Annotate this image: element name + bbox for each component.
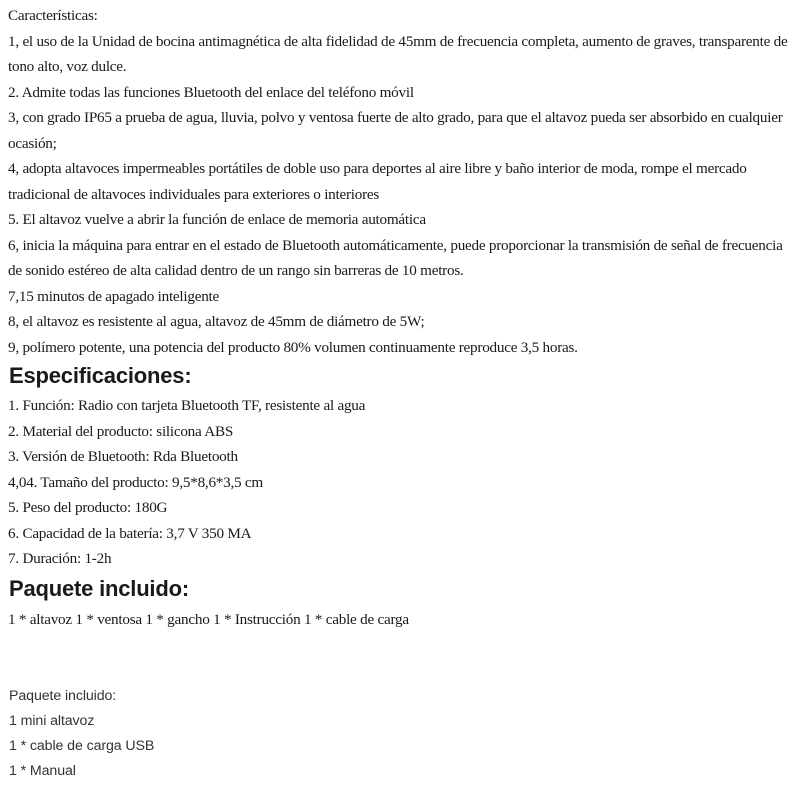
package-extra-section	[9, 684, 154, 784]
package-extra-title: Paquete incluido:	[9, 688, 117, 704]
feature-item-7: 7,15 minutos de apagado inteligente	[8, 287, 219, 305]
feature-item-2: 2. Admite todas las funciones Bluetooth del enlace del teléfono móvil	[8, 83, 414, 101]
spec-item-6: 6. Capacidad de la batería: 3,7 V 350 MA	[8, 524, 252, 542]
spec-item-1: 1. Función: Radio con tarjeta Bluetooth TF, resistente al agua	[8, 397, 366, 414]
package-extra-item-3: 1 * Manual	[9, 763, 76, 779]
specifications-heading: Especificaciones:	[9, 363, 192, 388]
feature-item-1: 1, el uso de la Unidad de bocina antimagnética de alta fidelidad de 45mm de frecuencia completa, aumento de graves, transparente de tono alto, voz dulce.	[8, 32, 788, 75]
spec-item-7: 7. Duración: 1-2h	[8, 550, 112, 567]
features-title: Características:	[8, 7, 98, 24]
feature-item-8: 8, el altavoz es resistente al agua, altavoz de 45mm de diámetro de 5W;	[8, 313, 425, 330]
feature-item-6: 6, inicia la máquina para entrar en el estado de Bluetooth automáticamente, puede proporcionar la transmisión de señal de frecuencia de sonido estéreo de alta calidad dentro de un rango sin barreras de 10 metros.	[8, 236, 783, 279]
feature-item-4: 4, adopta altavoces impermeables portátiles de doble uso para deportes al aire libre y baño interior de moda, rompe el mercado tradicional de altavoces individuales para exteriores o interiores	[8, 160, 747, 203]
spec-item-2: 2. Material del producto: silicona ABS	[8, 422, 234, 440]
package-extra-item-2: 1 * cable de carga USB	[9, 738, 155, 754]
specifications-list	[8, 393, 798, 572]
package-contents: 1 * altavoz 1 * ventosa 1 * gancho 1 * Instrucción 1 * cable de carga	[8, 611, 409, 628]
feature-item-9: 9, polímero potente, una potencia del producto 80% volumen continuamente reproduce 3,5 horas.	[8, 338, 578, 356]
spec-item-4: 4,04. Tamaño del producto: 9,5*8,6*3,5 cm	[8, 473, 263, 491]
feature-item-5: 5. El altavoz vuelve a abrir la función de enlace de memoria automática	[8, 211, 426, 228]
spec-item-5: 5. Peso del producto: 180G	[8, 499, 168, 516]
spec-item-3: 3. Versión de Bluetooth: Rda Bluetooth	[8, 448, 238, 465]
feature-item-3: 3, con grado IP65 a prueba de agua, lluvia, polvo y ventosa fuerte de alto grado, para que el altavoz pueda ser absorbido en cualquier ocasión;	[8, 109, 783, 152]
package-extra-item-1: 1 mini altavoz	[9, 713, 95, 729]
features-section	[8, 3, 798, 360]
package-heading: Paquete incluido:	[9, 576, 189, 601]
